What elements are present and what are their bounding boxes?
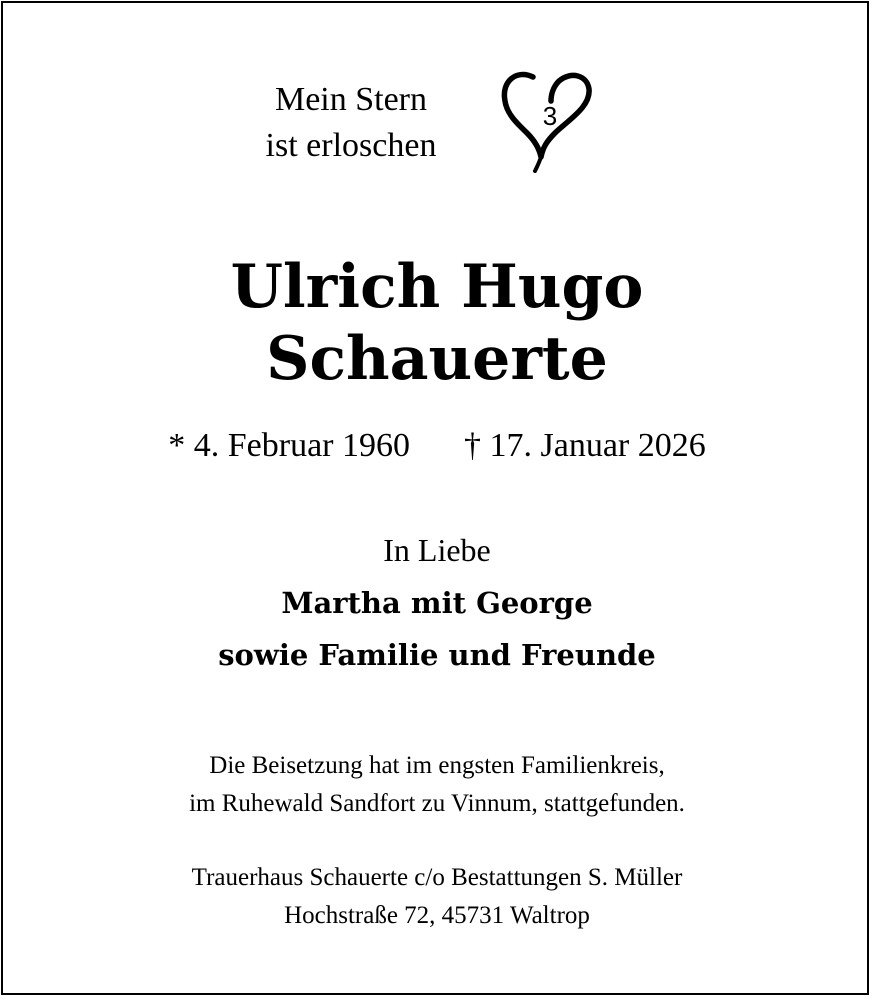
mourners	[3, 577, 871, 681]
farewell-intro: In Liebe	[383, 532, 491, 568]
contact-address	[3, 859, 871, 935]
birth-date: * 4. Februar 1960	[168, 427, 410, 464]
burial-notice	[3, 747, 871, 823]
burial-line-2: im Ruhewald Sandfort zu Vinnum, stattgefunden.	[189, 790, 685, 817]
first-names: Ulrich Hugo	[230, 252, 644, 322]
surname: Schauerte	[266, 324, 608, 394]
contact-line-2: Hochstraße 72, 45731 Waltrop	[284, 902, 590, 929]
contact-line-1: Trauerhaus Schauerte c/o Bestattungen S. Müller	[191, 864, 683, 891]
motto	[231, 77, 471, 169]
mourners-line-2: sowie Familie und Freunde	[218, 638, 656, 672]
heart-icon	[497, 67, 601, 173]
obituary-frame	[1, 1, 869, 995]
death-date: † 17. Januar 2026	[464, 427, 706, 464]
mourners-line-1: Martha mit George	[281, 586, 593, 620]
life-dates	[3, 423, 871, 469]
motto-line-2: ist erloschen	[265, 127, 437, 164]
heart-number: 3	[542, 101, 558, 131]
burial-line-1: Die Beisetzung hat im engsten Familienkreis,	[209, 752, 665, 779]
deceased-name	[3, 251, 871, 395]
motto-line-1: Mein Stern	[274, 81, 428, 118]
